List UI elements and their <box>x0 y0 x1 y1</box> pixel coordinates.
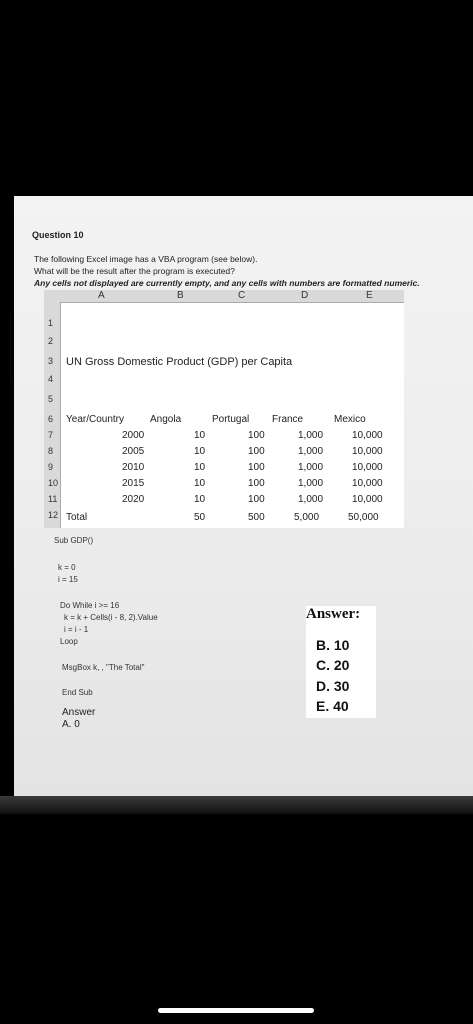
question-line-2: What will be the result after the program is executed? <box>34 266 235 276</box>
cell-d10[interactable]: 1,000 <box>298 478 324 489</box>
cell-e7[interactable]: 10,000 <box>352 430 383 441</box>
header-mexico[interactable]: Mexico <box>334 414 366 425</box>
row-number-10[interactable]: 10 <box>48 478 59 488</box>
row-number-4[interactable]: 4 <box>48 374 54 384</box>
cell-c7[interactable]: 100 <box>248 430 265 441</box>
row-number-1[interactable]: 1 <box>48 318 54 328</box>
cell-c12[interactable]: 500 <box>248 512 265 523</box>
spreadsheet <box>44 290 404 528</box>
cell-d7[interactable]: 1,000 <box>298 430 324 441</box>
row-number-8[interactable]: 8 <box>48 446 54 456</box>
code-k-update: k = k + Cells(i - 8, 2).Value <box>64 613 158 622</box>
code-loop: Loop <box>60 637 78 646</box>
question-title: Question 10 <box>32 230 84 240</box>
code-k-init: k = 0 <box>58 563 76 572</box>
answer-option-a: A. 0 <box>62 719 80 730</box>
question-line-3: Any cells not displayed are currently empty, and any cells with numbers are formatted numeric. <box>34 278 420 288</box>
sheet-title-cell[interactable]: UN Gross Domestic Product (GDP) per Capita <box>66 356 293 368</box>
header-year-country[interactable]: Year/Country <box>66 414 124 425</box>
row-number-12[interactable]: 12 <box>48 510 59 520</box>
cell-a11[interactable]: 2020 <box>122 494 145 505</box>
column-header-b[interactable]: B <box>177 290 184 301</box>
cell-b11[interactable]: 10 <box>194 494 206 505</box>
cell-b12[interactable]: 50 <box>194 512 206 523</box>
cell-c10[interactable]: 100 <box>248 478 265 489</box>
code-i-init: i = 15 <box>58 575 78 584</box>
cell-b9[interactable]: 10 <box>194 462 206 473</box>
cell-b7[interactable]: 10 <box>194 430 206 441</box>
header-portugal[interactable]: Portugal <box>212 414 250 425</box>
cell-e9[interactable]: 10,000 <box>352 462 383 473</box>
cell-e11[interactable]: 10,000 <box>352 494 383 505</box>
header-france[interactable]: France <box>272 414 304 425</box>
row-number-3[interactable]: 3 <box>48 356 54 366</box>
code-end-sub: End Sub <box>62 688 93 697</box>
row-number-11[interactable]: 11 <box>48 494 58 504</box>
monitor-bezel <box>0 796 473 814</box>
cell-e12[interactable]: 50,000 <box>348 512 379 523</box>
column-header-e[interactable]: E <box>366 290 373 301</box>
answer-panel-heading: Answer: <box>306 606 361 622</box>
answer-option-b[interactable]: B. 10 <box>316 637 350 653</box>
cell-c9[interactable]: 100 <box>248 462 265 473</box>
answer-option-c[interactable]: C. 20 <box>316 657 350 673</box>
cell-c11[interactable]: 100 <box>248 494 265 505</box>
row-number-7[interactable]: 7 <box>48 430 54 440</box>
code-sub-declaration: Sub GDP() <box>54 536 94 545</box>
column-header-d[interactable]: D <box>301 290 309 301</box>
home-indicator[interactable] <box>158 1008 314 1013</box>
cell-d11[interactable]: 1,000 <box>298 494 324 505</box>
code-i-update: i = i - 1 <box>64 625 89 634</box>
cell-c8[interactable]: 100 <box>248 446 265 457</box>
column-header-bar <box>44 290 404 303</box>
row-number-9[interactable]: 9 <box>48 462 54 472</box>
row-number-5[interactable]: 5 <box>48 394 54 404</box>
cell-a10[interactable]: 2015 <box>122 478 145 489</box>
row-number-6[interactable]: 6 <box>48 414 54 424</box>
cell-d9[interactable]: 1,000 <box>298 462 324 473</box>
code-do-while: Do While i >= 16 <box>60 601 120 610</box>
row-header-bar <box>44 302 61 528</box>
column-header-a[interactable]: A <box>98 290 105 301</box>
header-angola[interactable]: Angola <box>150 414 182 425</box>
cell-a12-total[interactable]: Total <box>66 512 88 523</box>
cell-a9[interactable]: 2010 <box>122 462 145 473</box>
cell-a7[interactable]: 2000 <box>122 430 145 441</box>
row-number-2[interactable]: 2 <box>48 336 54 346</box>
cell-d8[interactable]: 1,000 <box>298 446 324 457</box>
question-line-1: The following Excel image has a VBA program (see below). <box>34 254 258 264</box>
cell-e10[interactable]: 10,000 <box>352 478 383 489</box>
column-header-c[interactable]: C <box>238 290 246 301</box>
cell-b8[interactable]: 10 <box>194 446 206 457</box>
code-msgbox: MsgBox k, , "The Total" <box>62 663 145 672</box>
cell-b10[interactable]: 10 <box>194 478 206 489</box>
answer-option-d[interactable]: D. 30 <box>316 678 350 694</box>
answer-label: Answer <box>62 707 96 718</box>
answer-option-e[interactable]: E. 40 <box>316 698 349 714</box>
cell-e8[interactable]: 10,000 <box>352 446 383 457</box>
cell-d12[interactable]: 5,000 <box>294 512 320 523</box>
cell-a8[interactable]: 2005 <box>122 446 145 457</box>
